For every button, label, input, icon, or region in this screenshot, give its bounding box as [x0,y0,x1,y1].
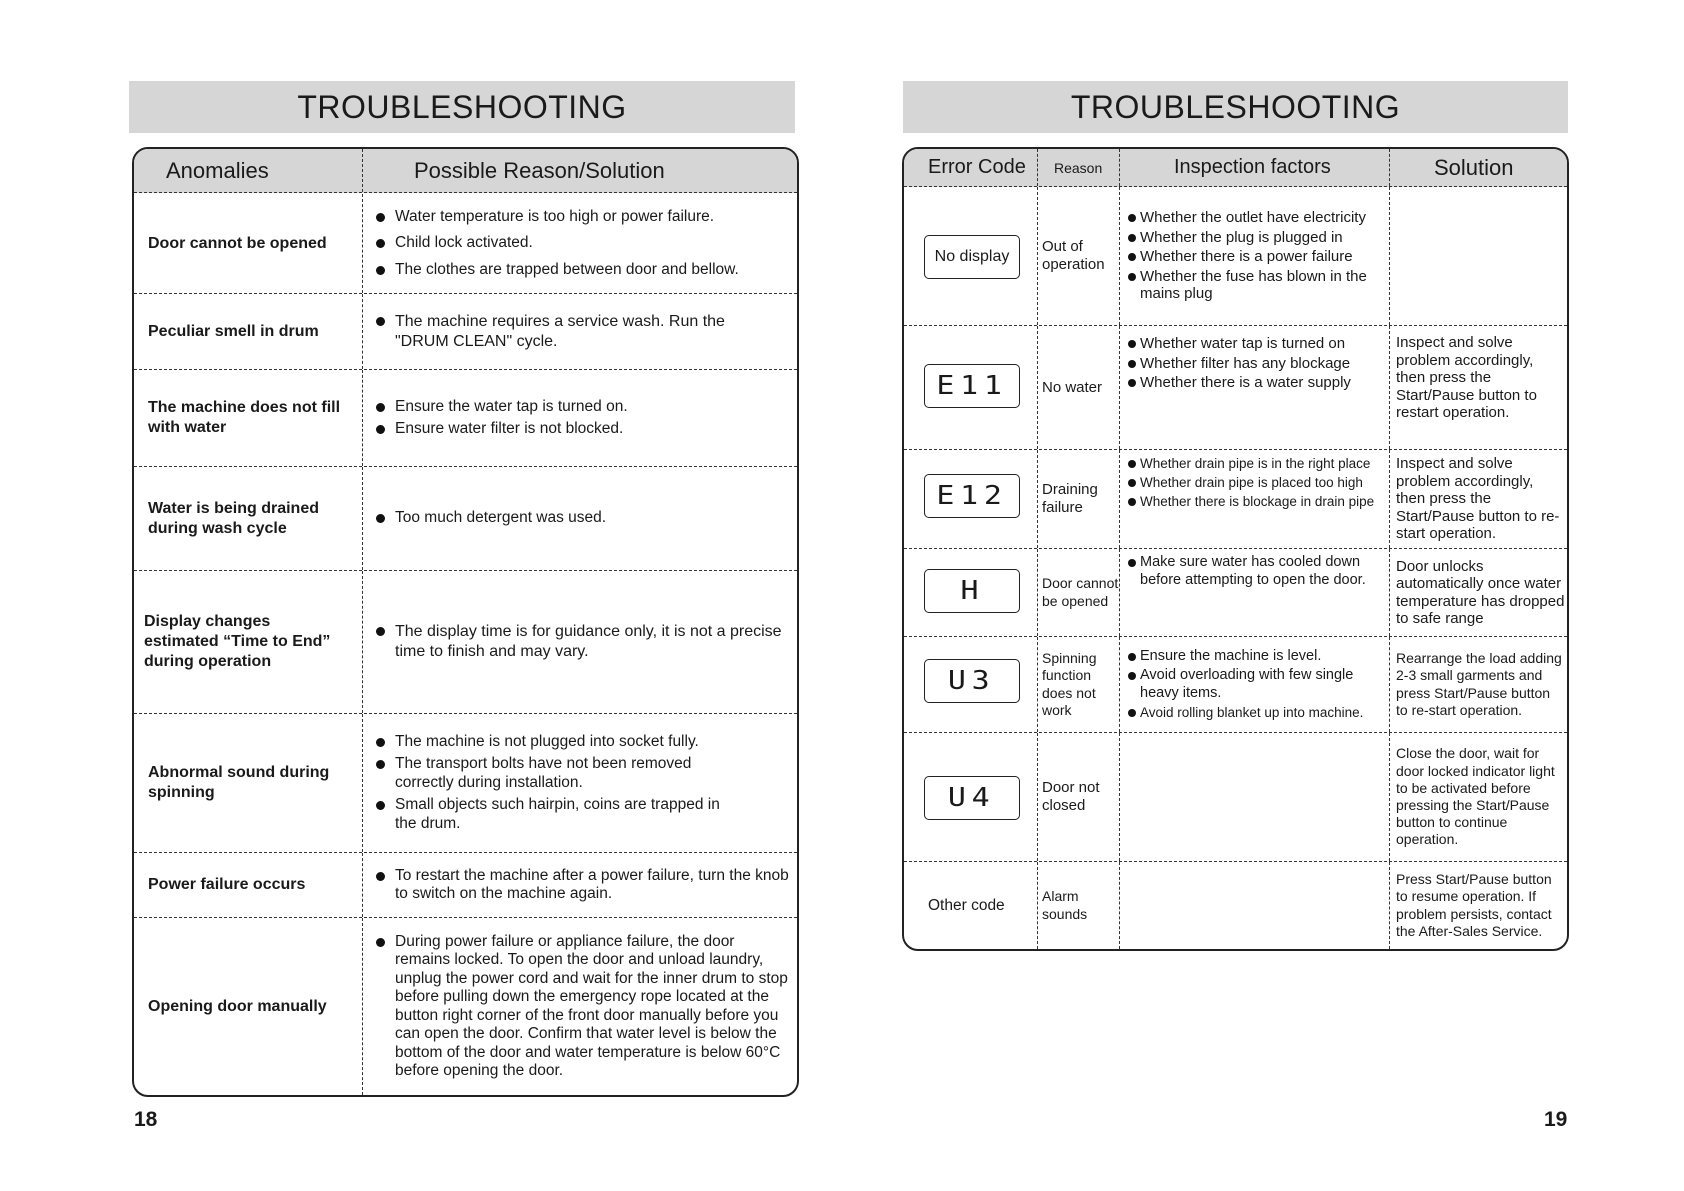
error-code-label: E11 [936,371,1008,401]
bullet-icon [1128,340,1136,348]
bullet-icon [376,738,385,747]
solution-text [1396,187,1565,325]
reason-text: Door not closed [1042,779,1100,814]
table-row [134,853,797,918]
anomaly-label: Opening door manually [148,997,327,1015]
error-code-label: H [960,576,984,606]
solution-text: Door unlocks automatically once water temperature has dropped to safe range [1396,557,1565,627]
reason-text: No water [1042,378,1103,396]
reason-text: Door cannot be opened [1042,575,1119,609]
anomalies-table-header [134,149,797,193]
error-code-label: U4 [948,783,996,813]
bullet-icon [376,425,385,434]
solution-text: Press Start/Pause button to resume operation. If problem persists, contact the After-Sales Service. [1396,871,1552,939]
anomaly-label: Water is being drained during wash cycle [148,499,319,537]
reason-text: Out of operation [1042,238,1105,273]
error-code-display [924,776,1020,820]
bullet-icon [1128,653,1136,661]
anomaly-label: The machine does not fill with water [148,399,341,436]
table-row [134,194,797,294]
right-page-title: TROUBLESHOOTING [903,81,1568,133]
error-code-label: E12 [936,481,1008,511]
bullet-icon [376,213,385,222]
page-number-left: 18 [134,1108,158,1131]
table-row [904,637,1567,733]
inspection-text: Ensure the machine is level. [1140,647,1322,664]
table-row [134,714,797,853]
inspection-text: Whether there is a water supply [1140,374,1351,391]
error-code-table [902,147,1569,951]
bullet-icon [376,801,385,810]
bullet-icon [376,872,385,881]
bullet-icon [376,317,385,326]
bullet-icon [1128,360,1136,368]
anomaly-label: Power failure occurs [148,876,306,893]
inspection-text: Whether there is blockage in drain pipe [1140,494,1375,509]
bullet-icon [1128,460,1136,468]
error-code-label: Other code [928,896,1005,914]
solution-text: Ensure the water tap is turned on. [395,397,628,415]
bullet-icon [1128,379,1136,387]
error-code-display [924,364,1020,408]
solution-text: Small objects such hairpin, coins are trapped in the drum. [395,796,720,832]
solution-text: Close the door, wait for door locked indicator light to be activated before pressing the Start/Pause button to continue operation. [1396,745,1555,848]
table-row [134,370,797,467]
anomaly-label: Door cannot be opened [148,234,327,252]
solution-text: The transport bolts have not been removed correctly during installation. [395,755,692,791]
error-code-label: U3 [948,666,996,696]
anomalies-table [132,147,799,1097]
table-row [904,187,1567,326]
table-row [904,450,1567,549]
bullet-icon [376,266,385,275]
table-row [904,862,1567,949]
bullet-icon [376,627,385,636]
left-page-title: TROUBLESHOOTING [129,81,795,133]
error-code-label: No display [934,248,1010,265]
bullet-icon [1128,672,1136,680]
bullet-icon [1128,559,1136,567]
bullet-icon [1128,273,1136,281]
table-row [134,467,797,571]
bullet-icon [376,403,385,412]
solution-text: Too much detergent was used. [395,509,607,527]
solution-text: Rearrange the load adding 2-3 small garments and press Start/Pause button to re-start operation. [1396,650,1562,718]
table-row [134,294,797,370]
header-error-code: Error Code [928,156,1026,178]
error-code-display [924,569,1020,613]
solution-text: To restart the machine after a power failure, turn the knob to switch on the machine again. [395,866,789,902]
bullet-icon [1128,214,1136,222]
error-code-display [924,659,1020,703]
reason-text: Spinning function does not work [1042,649,1097,718]
header-inspection-factors: Inspection factors [1174,156,1331,178]
anomaly-label: Abnormal sound during spinning [148,764,330,801]
inspection-text: Whether the outlet have electricity [1140,209,1366,227]
solution-text: Ensure water filter is not blocked. [395,420,624,437]
bullet-icon [1128,479,1136,487]
bullet-icon [1128,253,1136,261]
table-row [904,733,1567,862]
table-row [134,571,797,714]
inspection-text: Whether drain pipe is placed too high [1140,475,1363,490]
solution-text: The machine requires a service wash. Run the "DRUM CLEAN" cycle. [395,312,725,350]
bullet-icon [1128,709,1136,717]
error-code-display [924,235,1020,279]
bullet-icon [376,938,385,947]
bullet-icon [376,760,385,769]
table-row [904,549,1567,637]
solution-text: Inspect and solve problem accordingly, then press the Start/Pause button to re-start operation. [1396,455,1560,543]
bullet-icon [1128,234,1136,242]
bullet-icon [376,239,385,248]
solution-text: Inspect and solve problem accordingly, then press the Start/Pause button to restart operation. [1396,334,1537,421]
solution-text: During power failure or appliance failure, the door remains locked. To open the door and unload laundry, unplug the power cord and wait for the inner drum to stop before pulling down the emergency rope located at the button right corner of the front door manually before you can open the door. Confirm that water level is below the bottom of the door and water temperature is below 60°C before opening the door. [395,932,788,1079]
reason-text: Draining failure [1042,481,1098,516]
solution-text: The display time is for guidance only, it is not a precise time to finish and may vary. [395,623,782,660]
inspection-text: Whether the plug is plugged in [1140,228,1343,246]
inspection-text: Avoid overloading with few single heavy items. [1140,667,1354,701]
solution-text: The machine is not plugged into socket fully. [395,732,699,750]
table-row [134,918,797,1095]
inspection-text: Whether the fuse has blown in the mains plug [1140,267,1367,303]
header-solution: Solution [1434,154,1514,180]
inspection-text: Avoid rolling blanket up into machine. [1140,705,1364,721]
inspection-text: Whether water tap is turned on [1140,335,1346,352]
anomaly-label: Peculiar smell in drum [148,322,319,340]
inspection-text: Whether drain pipe is in the right place [1140,456,1371,471]
header-anomalies: Anomalies [166,157,269,183]
inspection-text: Make sure water has cooled down before attempting to open the door. [1140,554,1366,588]
anomaly-label: Display changes estimated “Time to End” during operation [144,613,331,670]
solution-text: Child lock activated. [395,234,533,252]
inspection-text: Whether filter has any blockage [1140,354,1351,372]
page-number-right: 19 [1544,1108,1568,1131]
error-code-display [924,474,1020,518]
bullet-icon [1128,498,1136,506]
solution-text: The clothes are trapped between door and bellow. [395,260,739,278]
solution-text: Water temperature is too high or power failure. [395,207,715,225]
header-reason: Reason [1054,159,1103,176]
table-row [904,326,1567,450]
inspection-text: Whether there is a power failure [1140,248,1353,266]
bullet-icon [376,514,385,523]
error-code-table-header [904,149,1567,187]
header-possible-reason: Possible Reason/Solution [414,157,665,183]
reason-text: Alarm sounds [1042,888,1088,922]
